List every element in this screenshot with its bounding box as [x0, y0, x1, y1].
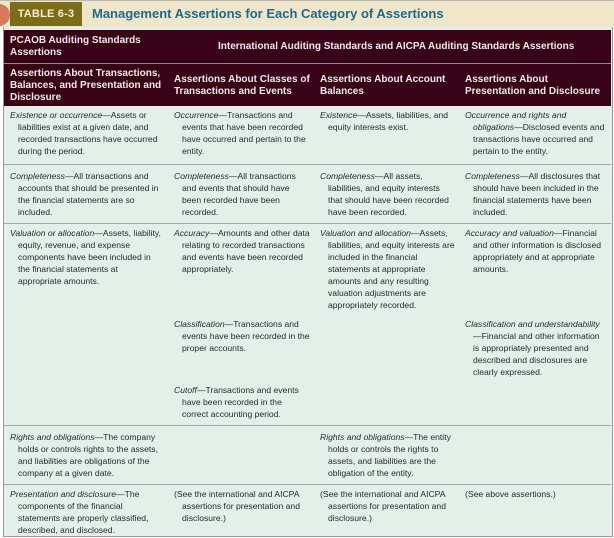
cell-classification [174, 318, 310, 354]
table-row [4, 484, 611, 536]
cell-completeness [465, 170, 605, 218]
cell-rights-obligations [320, 431, 456, 479]
table-number: TABLE 6-3 [10, 2, 82, 26]
accent-dot-icon [0, 4, 10, 26]
header-col-transactions-balances: Assertions About Transactions, Balances, and Presentation and Disclosure [10, 68, 162, 103]
cell-occurrence-rights [465, 109, 605, 157]
cell-existence-occurrence [10, 109, 162, 157]
cell-accuracy-valuation [465, 227, 605, 275]
header-col-account-balances: Assertions About Account Balances [320, 74, 446, 97]
cell-occurrence [174, 109, 310, 157]
header-col-classes: Assertions About Classes of Transactions and Events [174, 74, 310, 97]
table-title: Management Assertions for Each Category of Assertions [92, 6, 444, 21]
term: Presentation and disclosure [10, 489, 117, 499]
cell-presentation-disclosure [10, 488, 162, 536]
definition: —Assets or liabilities exist at a given date, and recorded transactions have occurred during the period. [18, 110, 158, 156]
table-row [4, 425, 611, 484]
definition: —Assets, liability, equity, revenue, and expense components have been included in the financial statements at appropriate amounts. [18, 228, 161, 286]
table-title-bar [0, 0, 614, 27]
definition: —Financial and other information is appropriately presented and described and disclosures are clearly expressed. [473, 331, 600, 377]
term: Cutoff [174, 385, 197, 395]
definition: —Amounts and other data relating to recorded transactions and events have been recorded appropriately. [182, 228, 310, 274]
header-pcaob: PCAOB Auditing Standards Assertions [10, 35, 141, 58]
definition: —Assets, liabilities, and equity interests are included in the financial statements at appropriate amounts and any resulting valuation adjustments are appropriately recorded. [328, 228, 455, 310]
cell-completeness [174, 170, 310, 218]
term: Accuracy and valuation [465, 228, 554, 238]
term: Accuracy [174, 228, 210, 238]
cell-completeness [320, 170, 456, 218]
cell-classification-understandability [465, 318, 605, 378]
term: Completeness [10, 171, 65, 181]
header-row-standards [4, 30, 611, 64]
definition: —The company holds or controls rights to the assets, and liabilities are obligations of the company at a given date. [18, 432, 158, 478]
header-col-presentation: Assertions About Presentation and Disclosure [465, 74, 601, 97]
cell-valuation-and-allocation [320, 227, 456, 311]
cell-existence [320, 109, 456, 133]
term: Valuation or allocation [10, 228, 95, 238]
table-row [4, 223, 611, 425]
header-international: International Auditing Standards and AICPA Auditing Standards Assertions [218, 41, 575, 52]
definition: (See above assertions.) [465, 489, 556, 499]
definition: —Transactions and events have been recorded in the correct accounting period. [182, 385, 299, 419]
definition: —All transactions and accounts that should be presented in the financial statements are so included. [18, 171, 159, 217]
definition: —Disclosed events and transactions have occurred and pertain to the entity. [473, 122, 605, 156]
cell-valuation-allocation [10, 227, 162, 287]
term: Classification [174, 319, 225, 329]
table-row [4, 106, 611, 164]
term: Classification and understandability [465, 319, 600, 329]
term: Completeness [320, 171, 375, 181]
cell-rights-obligations [10, 431, 162, 479]
header-row-categories [4, 64, 611, 106]
definition: —Transactions and events have been recorded in the proper accounts. [182, 319, 310, 353]
definition: —The components of the financial statements are properly classified, described, and disclosed. [18, 489, 149, 535]
cell-see-above [465, 488, 605, 500]
definition: —All transactions and events that should have been recorded have been recorded. [182, 171, 296, 217]
cell-see-international [320, 488, 456, 524]
term: Existence or occurrence [10, 110, 103, 120]
definition: —Financial and other information is disclosed appropriately and at appropriate amounts. [473, 228, 602, 274]
term: Occurrence [174, 110, 219, 120]
term: Valuation and allocation [320, 228, 411, 238]
definition: (See the international and AICPA assertions for presentation and disclosure.) [320, 489, 446, 523]
term: Rights and obligations [10, 432, 95, 442]
definition: —Assets, liabilities, and equity interests exist. [328, 110, 449, 132]
term: Completeness [465, 171, 520, 181]
table-row [4, 164, 611, 223]
cell-see-international [174, 488, 310, 524]
definition: —All disclosures that should have been included in the financial statements have been included. [473, 171, 601, 217]
cell-completeness [10, 170, 162, 218]
definition: —All assets, liabilities, and equity interests that should have been recorded have been recorded. [328, 171, 449, 217]
term: Existence [320, 110, 358, 120]
definition: —The entity holds or controls the rights to assets, and liabilities are the obligation of the entity. [328, 432, 451, 478]
cell-accuracy [174, 227, 310, 275]
term: Completeness [174, 171, 229, 181]
term: Rights and obligations [320, 432, 405, 442]
definition: —Transactions and events that have been recorded have occurred and pertain to the entity. [182, 110, 306, 156]
definition: (See the international and AICPA assertions for presentation and disclosure.) [174, 489, 300, 523]
term: Occurrence and rights and obligations [465, 110, 567, 132]
cell-cutoff [174, 384, 310, 420]
